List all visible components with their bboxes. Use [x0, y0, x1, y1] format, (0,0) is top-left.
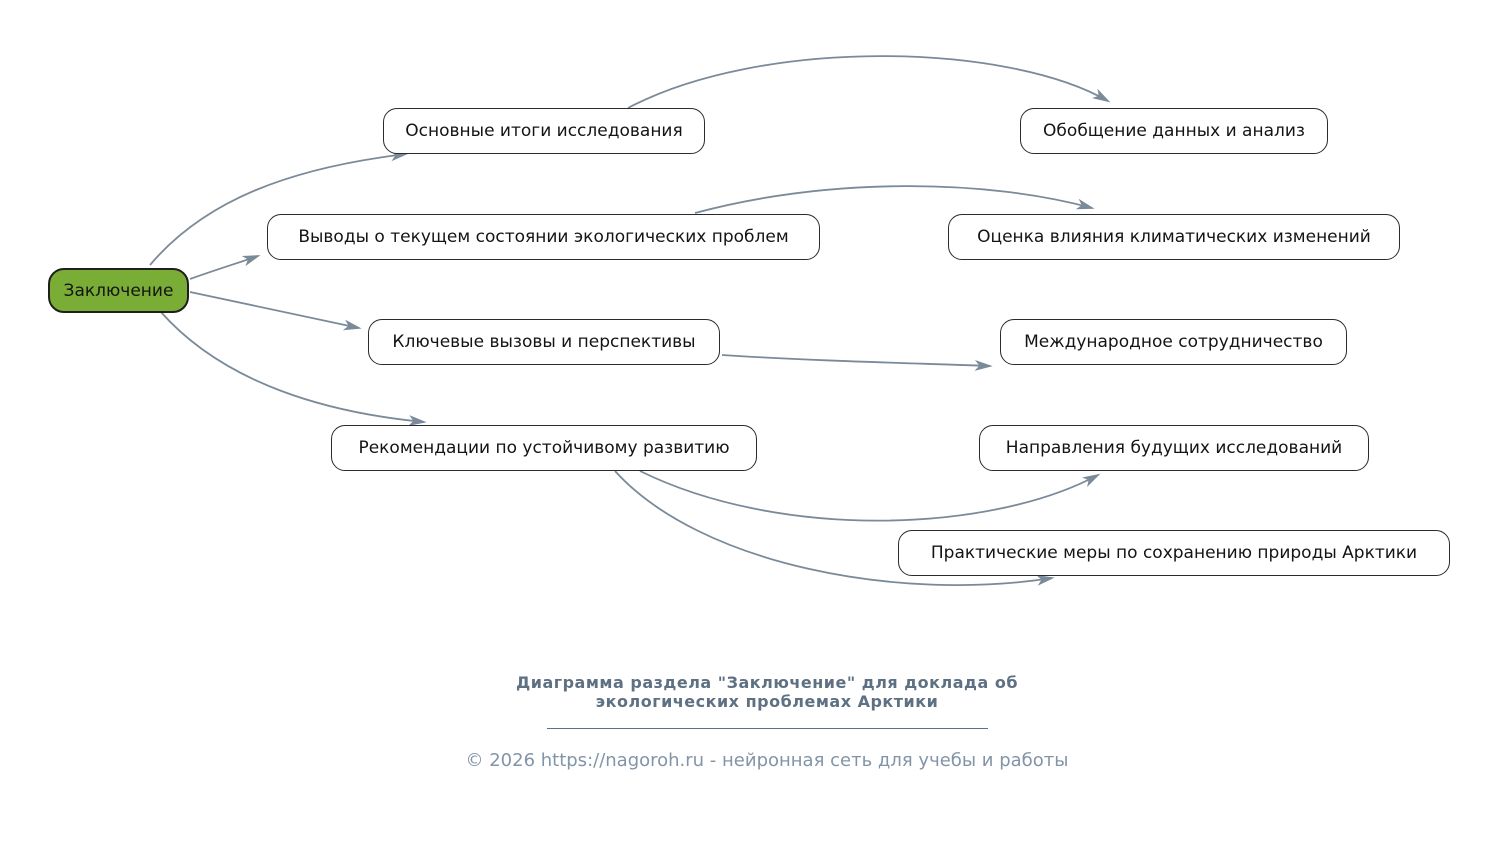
node-main-results: Основные итоги исследования — [383, 108, 705, 154]
node-current-state: Выводы о текущем состоянии экологических проблем — [267, 214, 820, 260]
node-data-summary: Обобщение данных и анализ — [1020, 108, 1328, 154]
node-future-research: Направления будущих исследований — [979, 425, 1369, 471]
node-key-challenges: Ключевые вызовы и перспективы — [368, 319, 720, 365]
edge-root-key-challenges — [190, 292, 359, 328]
edge-root-current-state — [190, 256, 258, 279]
edge-recommendations-future-research — [640, 471, 1098, 521]
caption-title-line1: Диаграмма раздела "Заключение" для доклада об — [515, 673, 1018, 692]
caption-divider — [547, 728, 988, 729]
node-international-cooperation: Международное сотрудничество — [1000, 319, 1347, 365]
root-node: Заключение — [48, 268, 189, 313]
edge-key-challenges-international — [722, 355, 990, 366]
node-recommendations: Рекомендации по устойчивому развитию — [331, 425, 757, 471]
edge-main-results-data-summary — [628, 56, 1108, 108]
edge-current-state-climate-impact — [695, 186, 1092, 213]
caption-title-line2: экологических проблемах Арктики — [595, 692, 939, 711]
node-climate-impact: Оценка влияния климатических изменений — [948, 214, 1400, 260]
caption-copyright: © 2026 https://nagoroh.ru - нейронная сеть для учебы и работы — [465, 750, 1069, 771]
node-practical-measures: Практические меры по сохранению природы Арктики — [898, 530, 1450, 576]
